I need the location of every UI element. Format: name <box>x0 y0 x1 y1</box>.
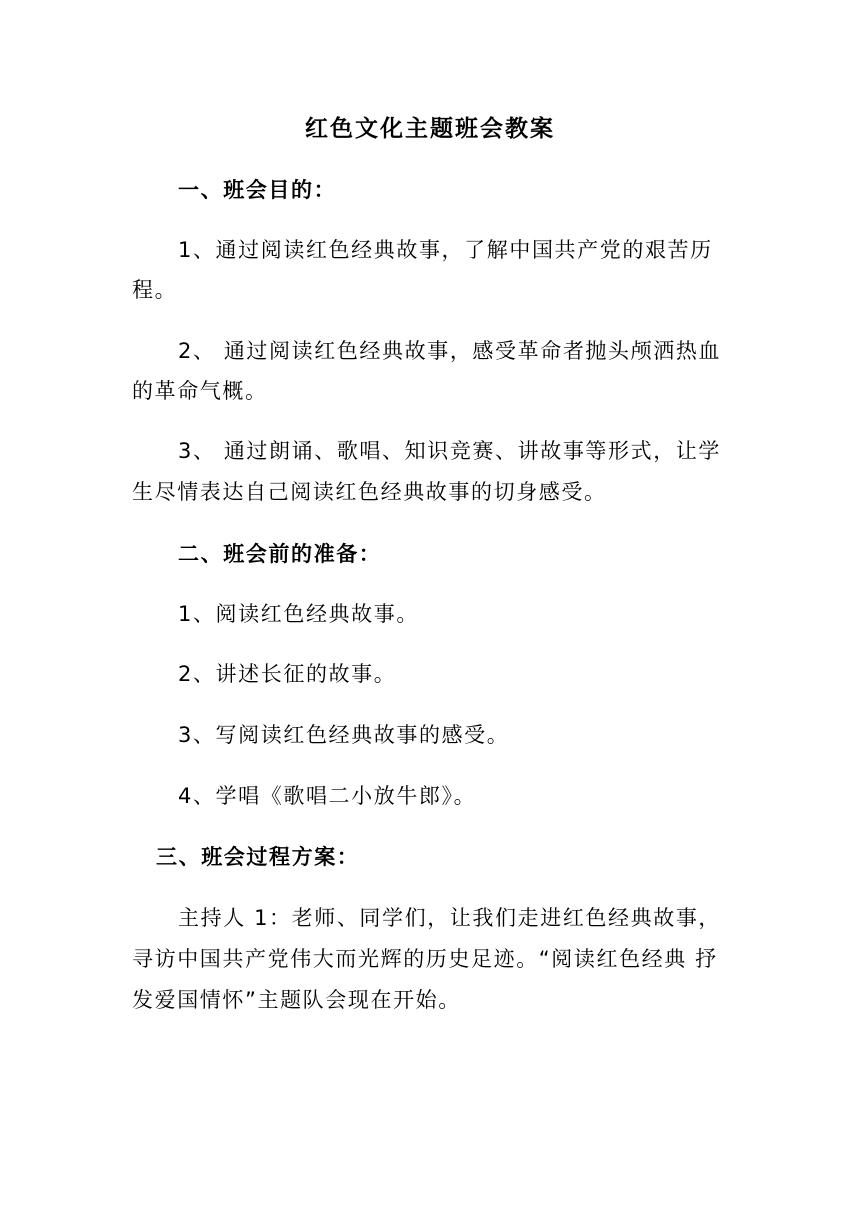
purpose-item-2-line-2: 的革命气概。 <box>132 379 268 403</box>
preparation-item-2: 2、讲述长征的故事。 <box>178 662 397 686</box>
purpose-item-3-line-2: 生尽情表达自己阅读红色经典故事的切身感受。 <box>132 480 607 504</box>
purpose-item-3-line-1: 3、 通过朗诵、歌唱、知识竞赛、讲故事等形式，让学 <box>178 439 722 463</box>
purpose-item-1-line-2: 程。 <box>132 278 178 302</box>
process-paragraph-line-2: 寻访中国共产党伟大而光辉的历史足迹。“阅读红色经典 抒 <box>132 947 718 971</box>
process-paragraph-line-1: 主持人 1：老师、同学们，让我们走进红色经典故事， <box>178 906 722 930</box>
preparation-item-3: 3、写阅读红色经典故事的感受。 <box>178 723 510 747</box>
section-heading-process: 三、班会过程方案： <box>156 845 360 869</box>
purpose-item-1-line-1: 1、通过阅读红色经典故事，了解中国共产党的艰苦历 <box>178 238 713 262</box>
section-heading-preparation: 二、班会前的准备： <box>178 542 382 566</box>
section-heading-purpose: 一、班会目的： <box>178 178 337 202</box>
document-title: 红色文化主题班会教案 <box>305 116 555 142</box>
process-paragraph-line-3: 发爱国情怀”主题队会现在开始。 <box>132 988 461 1012</box>
preparation-item-4: 4、学唱《歌唱二小放牛郎》。 <box>178 784 477 808</box>
preparation-item-1: 1、阅读红色经典故事。 <box>178 602 419 626</box>
purpose-item-2-line-1: 2、 通过阅读红色经典故事，感受革命者抛头颅洒热血 <box>178 339 722 363</box>
